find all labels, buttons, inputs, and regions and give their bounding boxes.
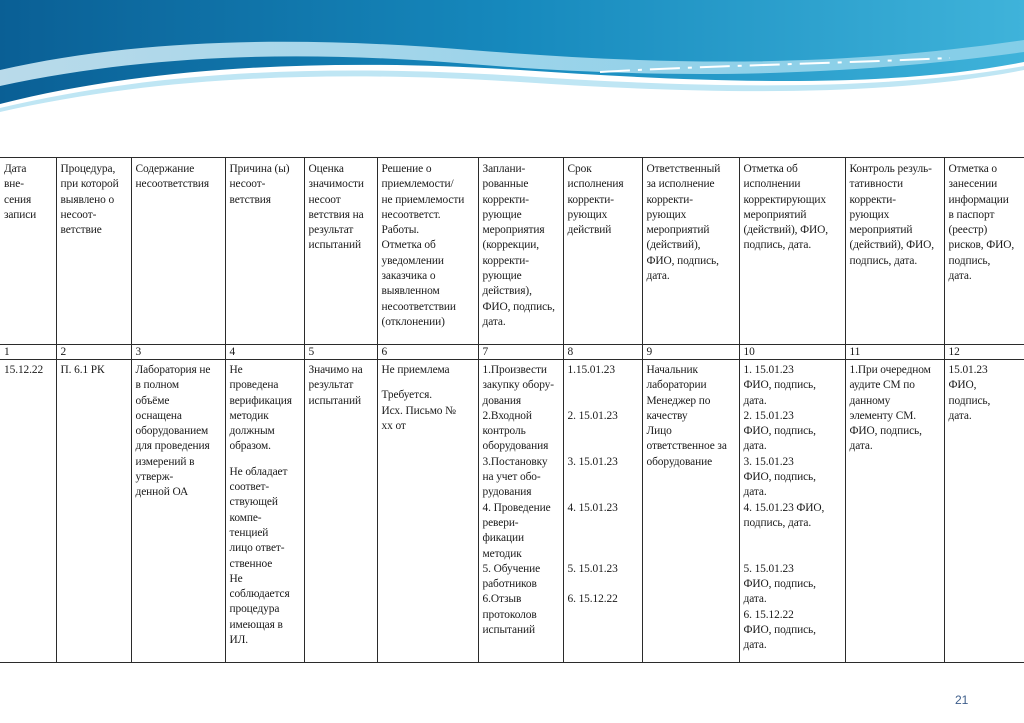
cell-deadlines: 1.15.01.23 2. 15.01.23 3. 15.01.23 4. 15.01.23 5. 15.01.23 6. 15.12.22 [563, 360, 642, 663]
column-number: 9 [642, 345, 739, 360]
cell-nonconformity: Лаборатория не в полном объёме оснащена оборудованием для проведения измерений в утверж- денной ОА [131, 360, 225, 663]
column-number-row [0, 345, 1024, 360]
column-number: 5 [304, 345, 377, 360]
header-cell: Решение о приемлемости/ не приемлемости несоответст. Работы. Отметка об уведомлении заказчика о выявленном несоответствии (отклонении) [377, 158, 478, 345]
column-number: 7 [478, 345, 563, 360]
column-number: 1 [0, 345, 56, 360]
column-number: 11 [845, 345, 944, 360]
column-number: 4 [225, 345, 304, 360]
header-cell: Дата вне- сения записи [0, 158, 56, 345]
cell-date: 15.12.22 [0, 360, 56, 663]
header-cell: Отметка о занесении информации в паспорт (реестр) рисков, ФИО, подпись, дата. [944, 158, 1024, 345]
table-row [0, 360, 1024, 663]
cause-part-1: Не проведена верификация методик должным образом. [229, 364, 292, 453]
header-cell: Контроль резуль- тативности корректи- рующих мероприятий (действий), ФИО, подпись, дата. [845, 158, 944, 345]
cell-risk-passport: 15.01.23 ФИО, подпись, дата. [944, 360, 1024, 663]
header-cell: Содержание несоответствия [131, 158, 225, 345]
decorative-wave-banner [0, 0, 1024, 120]
decision-part-2: Требуется. Исх. Письмо № хх от [381, 389, 456, 432]
header-cell: Заплани- рованные корректи- рующие мероприятия (коррекции, корректи- рующие действия), ФИО, подпись, дата. [478, 158, 563, 345]
nonconformity-register [0, 157, 1024, 672]
cell-responsible: Начальник лаборатории Менеджер по качеству Лицо ответственное за оборудование [642, 360, 739, 663]
header-cell: Ответственный за исполнение корректи- рующих мероприятий (действий), ФИО, подпись, дата. [642, 158, 739, 345]
column-number: 10 [739, 345, 845, 360]
header-cell: Отметка об исполнении корректирующих мероприятий (действий), ФИО, подпись, дата. [739, 158, 845, 345]
header-cell: Срок исполнения корректи- рующих действий [563, 158, 642, 345]
cell-significance: Значимо на результат испытаний [304, 360, 377, 663]
cell-procedure: П. 6.1 РК [56, 360, 131, 663]
column-number: 6 [377, 345, 478, 360]
column-number: 3 [131, 345, 225, 360]
cell-planned-actions: 1.Произвести закупку обору- дования 2.Входной контроль оборудования 3.Постановку на учет обо- рудования 4. Проведение ревери- фикации методик 5. Обучение работников 6.Отзыв протоколов испытаний [478, 360, 563, 663]
header-cell: Оценка значимости несоот ветствия на результат испытаний [304, 158, 377, 345]
column-number: 12 [944, 345, 1024, 360]
decision-part-1: Не приемлема [381, 364, 450, 376]
cell-decision [377, 360, 478, 663]
column-number: 2 [56, 345, 131, 360]
header-cell: Процедура, при которой выявлено о несоот- ветствие [56, 158, 131, 345]
cell-effectiveness: 1.При очередном аудите СМ по данному элементу СМ. ФИО, подпись, дата. [845, 360, 944, 663]
column-number: 8 [563, 345, 642, 360]
cell-execution: 1. 15.01.23 ФИО, подпись, дата. 2. 15.01.23 ФИО, подпись, дата. 3. 15.01.23 ФИО, подпись, дата. 4. 15.01.23 ФИО, подпись, дата. 5. 15.01.23 ФИО, подпись, дата. 6. 15.12.22 ФИО, подпись, дата. [739, 360, 845, 663]
header-cell: Причина (ы) несоот- ветствия [225, 158, 304, 345]
table-header-row [0, 158, 1024, 345]
slide-number: 21 [955, 693, 969, 707]
cell-cause [225, 360, 304, 663]
cause-part-2: Не обладает соответ- ствующей компе- тенцией лицо ответ- ственное Не соблюдается процедура имеющая в ИЛ. [229, 465, 290, 647]
